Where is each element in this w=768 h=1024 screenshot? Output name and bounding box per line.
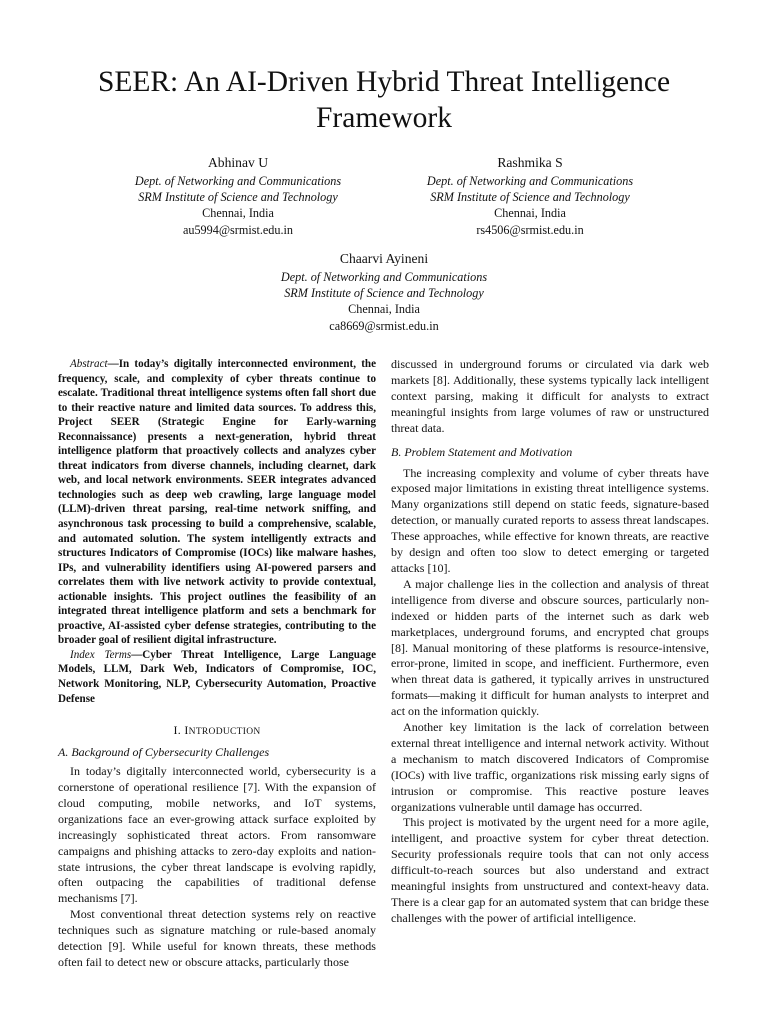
author-name: Rashmika S (497, 155, 563, 170)
author-email: rs4506@srmist.edu.in (476, 222, 584, 237)
author-dept: Dept. of Networking and Communications (426, 174, 634, 188)
section-number: I. (173, 723, 182, 738)
author-location: Chennai, India (202, 206, 274, 221)
index-terms (58, 648, 376, 706)
body-paragraph: In today’s digitally interconnected world, cybersecurity is a cornerstone of operational resilience [7]. With the expansion of cloud computing, mobile networks, and IoT systems, organizations face an ever-growing attack surface exploited by increasingly sophisticated threat actors. From ransomware campaigns and phishing attacks to zero-day exploits and nation-state intrusions, the cyber threat landscape is evolving rapidly, often outpacing the capabilities of traditional defense mechanisms [7]. (58, 764, 376, 906)
author-email: ca8669@srmist.edu.in (329, 318, 439, 333)
author-name: Chaarvi Ayineni (339, 251, 429, 266)
author-block (234, 250, 534, 334)
author-block (88, 154, 388, 238)
section-title-first-letter: I (184, 723, 189, 738)
abstract (58, 357, 376, 648)
body-paragraph: Most conventional threat detection systems rely on reactive techniques such as signature matching or rule-based anomaly detection [9]. While useful for known threats, these methods often fail to detect new or obscure attacks, particularly those (58, 907, 376, 969)
index-terms-text: —Cyber Threat Intelligence, Large Language Models, LLM, Dark Web, Indicators of Compromise, IOC, Network Monitoring, NLP, Cybersecurity Automation, Proactive Defense (58, 648, 376, 705)
author-block (380, 154, 680, 238)
index-terms-label: Index Terms (70, 648, 132, 661)
abstract-label: Abstract (70, 358, 108, 370)
author-institution: SRM Institute of Science and Technology (430, 190, 630, 205)
section-title-rest: NTRODUCTION (188, 727, 261, 738)
author-dept: Dept. of Networking and Communications (134, 174, 342, 188)
paper-title: SEER: An AI-Driven Hybrid Threat Intelligence Framework (97, 66, 671, 134)
body-paragraph: This project is motivated by the urgent need for a more agile, intelligent, and proactive system for cyber threat detection. Security professionals require tools that can not only access difficult-to-reach sources but also understand and extract meaningful insights from unstructured and context-heavy data. There is a clear gap for an automated system that can bridge these challenges with the power of artificial intelligence. (391, 815, 709, 925)
left-column (58, 357, 376, 971)
body-paragraph: Another key limitation is the lack of correlation between external threat intelligence and internal network activity. Without a mechanism to match discovered Indicators of Compromise (IOCs) with live traffic, organizations risk missing early signs of intrusion or compromise. This reactive posture leaves organizations vulnerable until damage has occurred. (391, 720, 709, 814)
body-paragraph: A major challenge lies in the collection and analysis of threat intelligence from diverse and obscure sources, particularly non-indexed or hidden parts of the internet such as dark web marketplaces, underground forums, and encrypted chat groups [8]. Manual monitoring of these platforms is resource-intensive, error-prone, limited in scope, and inefficient. Furthermore, even when threat data is gathered, it typically arrives in unstructured formats—making it difficult for human analysts to interpret and act on the information quickly. (391, 576, 709, 719)
subsection-heading-background: A. Background of Cybersecurity Challenges (58, 745, 270, 760)
author-location: Chennai, India (348, 302, 420, 317)
section-heading-introduction (58, 722, 376, 740)
author-institution: SRM Institute of Science and Technology (284, 286, 484, 301)
subsection-heading-problem-statement: B. Problem Statement and Motivation (391, 444, 573, 459)
author-location: Chennai, India (494, 206, 566, 221)
abstract-text: —In today’s digitally interconnected environment, the frequency, scale, and complexity of cyber threats continue to escalate. Traditional threat intelligence systems often fall short due to their reactive nature and limited data sources. To address this, Project SEER (Strategic Engine for Early-warning Reconnaissance) presents a next-generation, hybrid threat intelligence platform that proactively collects and analyzes cyber threat indicators from diverse channels, including clearnet, dark web, and local network environments. SEER integrates advanced technologies such as deep web crawling, large language model (LLM)-driven threat parsing, real-time network sniffing, and asynchronous task processing to build a comprehensive, scalable, and automated solution. The system intelligently extracts and structures Indicators of Compromise (IOCs) like malware hashes, IPs, and vulnerability identifiers using AI-powered parsers and correlates them with live network activity to provide contextual, actionable insights. This project outlines the feasibility of an integrated threat intelligence platform and sets a benchmark for proactive, AI-assisted cyber defense strategies, contributing to the broader goal of resilient digital infrastructure. (58, 358, 376, 647)
author-institution: SRM Institute of Science and Technology (138, 190, 338, 205)
right-column (391, 357, 709, 927)
author-email: au5994@srmist.edu.in (182, 222, 294, 237)
author-name: Abhinav U (207, 155, 269, 170)
author-dept: Dept. of Networking and Communications (280, 270, 488, 284)
body-paragraph-continuation: discussed in underground forums or circulated via dark web markets [8]. Additionally, these systems typically lack intelligent context parsing, making it difficult for analysts to extract meaningful insights from large volumes of raw or unstructured threat data. (391, 357, 709, 435)
body-paragraph: The increasing complexity and volume of cyber threats have exposed major limitations in existing threat intelligence systems. Many organizations still depend on static feeds, signature-based detection, or manually curated reports to assess threat landscapes. These approaches, while effective for known threats, are reactive by design and often too slow to detect emerging or targeted attacks [10]. (391, 465, 709, 575)
